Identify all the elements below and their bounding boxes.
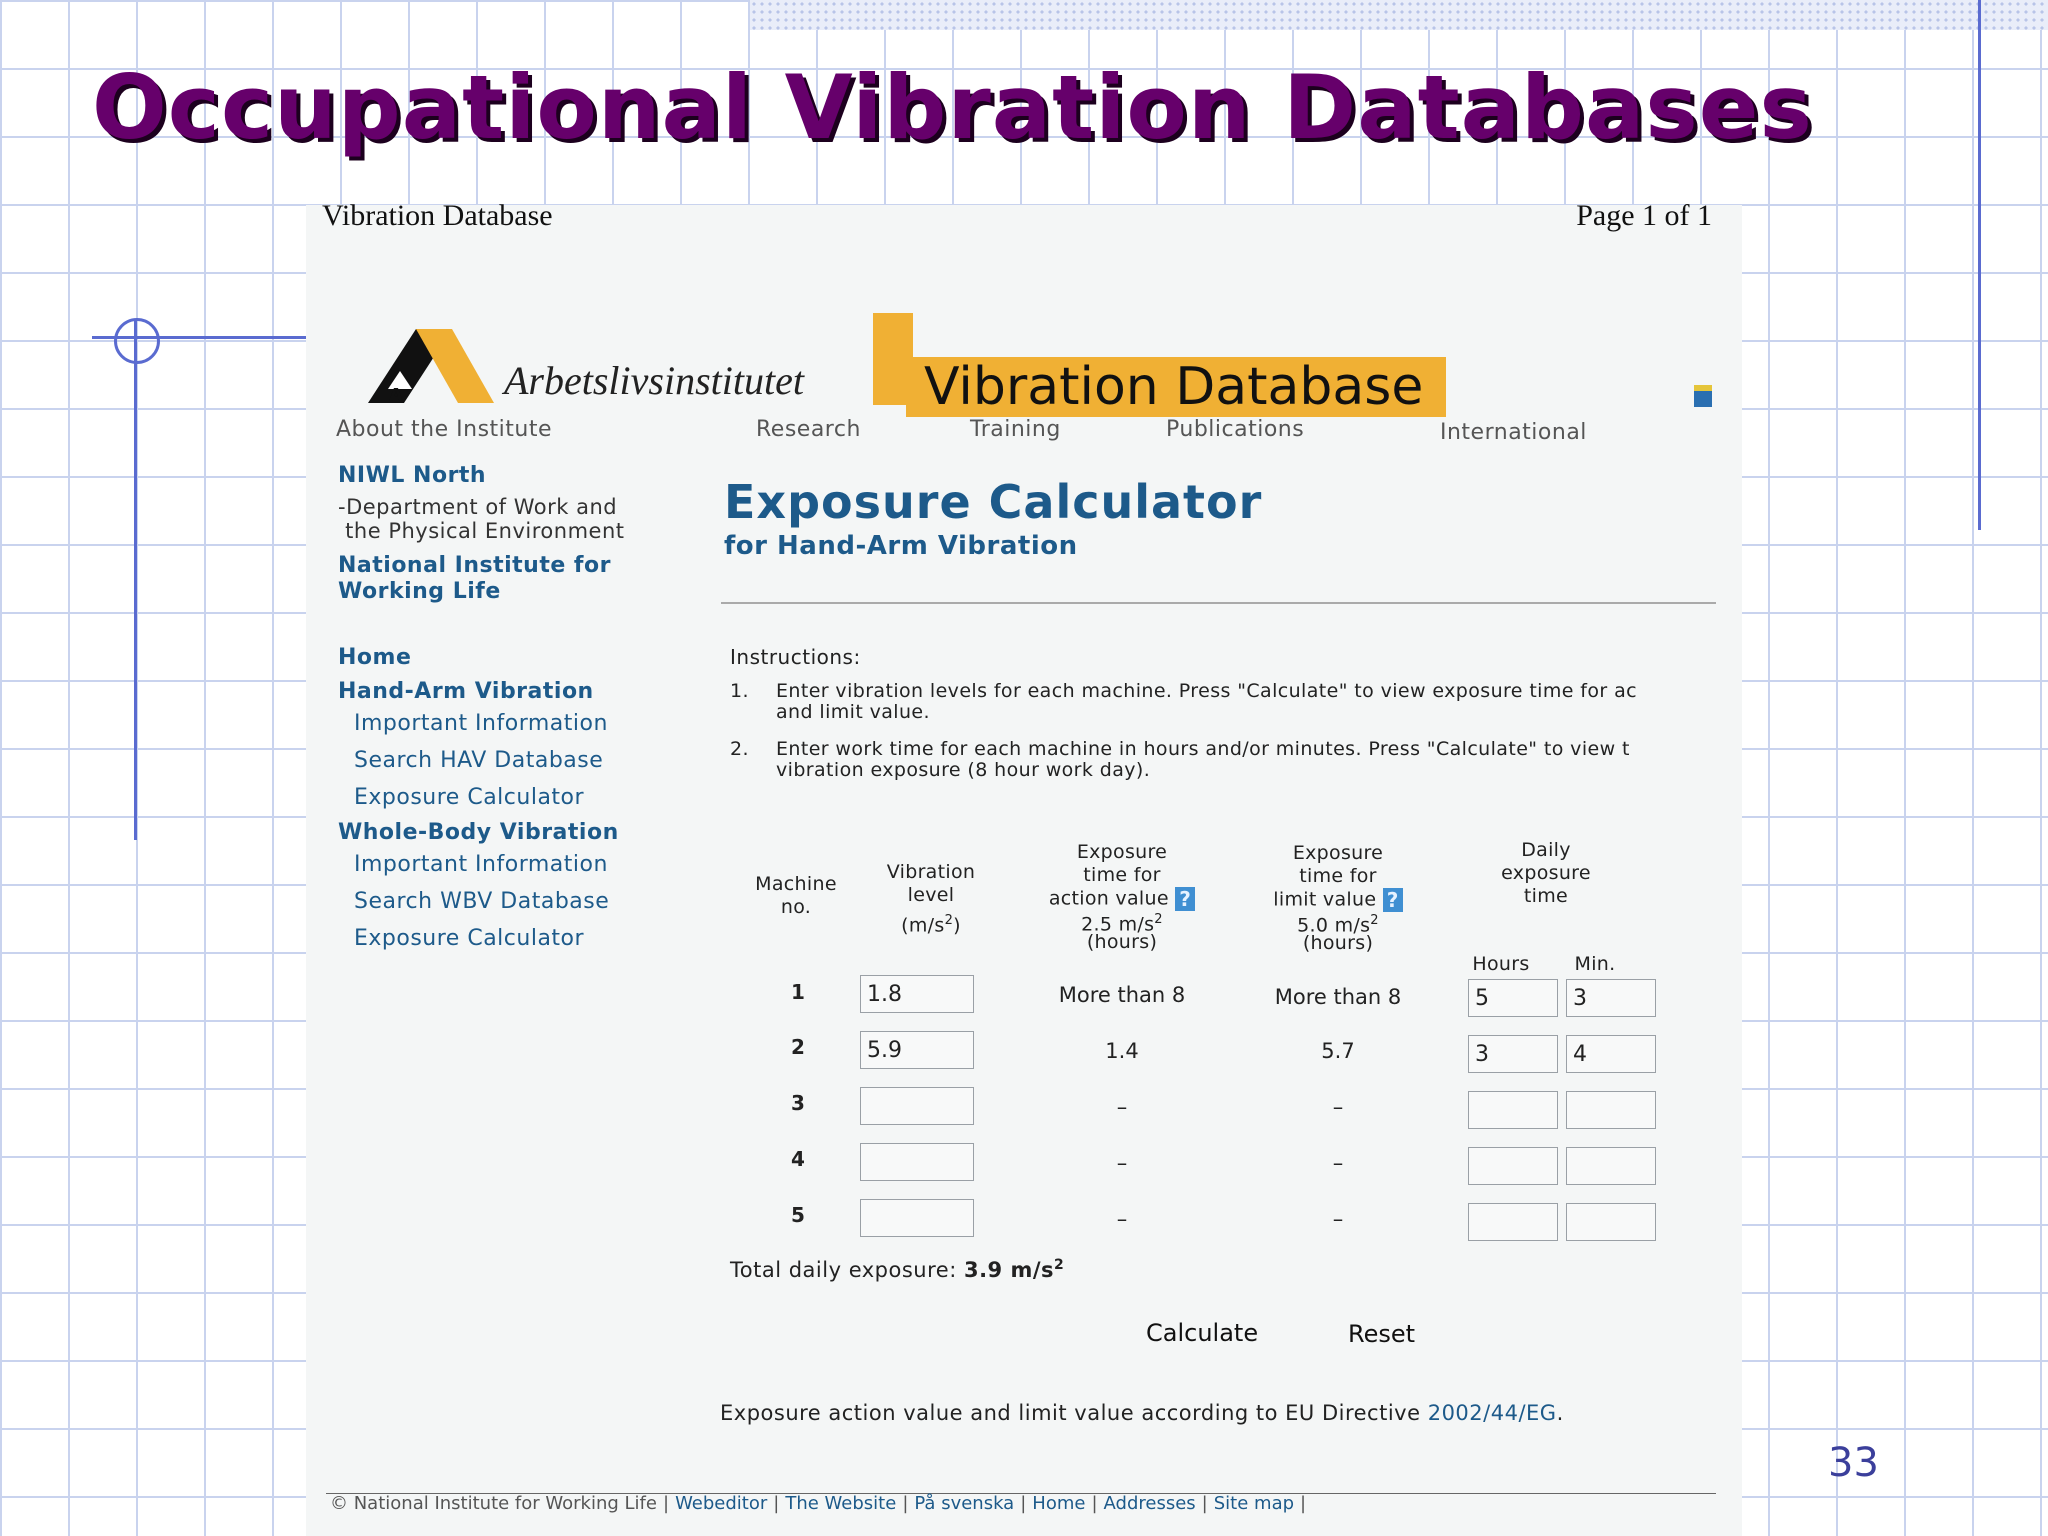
minutes-input-4[interactable] [1566,1147,1656,1185]
hours-input-1[interactable] [1468,979,1558,1017]
minutes-input-2[interactable] [1566,1035,1656,1073]
row-5-number: 5 [791,1203,805,1227]
footer-link-webeditor[interactable]: Webeditor [675,1493,768,1514]
nav-research[interactable]: Research [756,417,861,442]
reset-button[interactable]: Reset [1348,1320,1416,1348]
sidebar-home[interactable]: Home [338,645,412,670]
slide-title: Occupational Vibration Databases [92,56,1813,159]
header-vibration: Vibration level $(m/s^2)$ [886,861,976,937]
row-2-number: 2 [791,1035,805,1059]
arbetslivsinstitutet-logo-icon [358,325,498,405]
hours-input-5[interactable] [1468,1203,1558,1241]
row-4-number: 4 [791,1147,805,1171]
instruction-2-line2: vibration exposure (8 hour work day). [776,759,1151,781]
slide-number: 33 [1828,1440,1879,1486]
instruction-1-num: 1. [730,681,749,702]
sidebar-institute[interactable]: National Institute for [338,553,611,578]
footer: © National Institute for Working Life | Webeditor | The Website | På svenska | Home | Addresses | Site map | [330,1493,1307,1514]
sidebar-wbv-search[interactable]: Search WBV Database [354,889,610,914]
header-action-time: Exposure time for action value ? 2.5 $m/s^2$ (hours) [1022,841,1222,951]
sidebar-hav-search[interactable]: Search HAV Database [354,748,604,773]
hours-input-2[interactable] [1468,1035,1558,1073]
print-header-page: Page 1 of 1 [1576,199,1712,232]
screenshot-document [306,199,1742,1536]
title-divider [721,602,1716,604]
header-min: Min. [1574,953,1616,975]
instruction-1-line1: Enter vibration levels for each machine. Press "Calculate" to view exposure time for ac [776,681,1637,702]
logo-text: Arbetslivsinstitutet [504,358,804,403]
footer-link-addresses[interactable]: Addresses [1103,1493,1196,1514]
header-limit-time: Exposure time for limit value ? 5.0 $m/s^2$ (hours) [1238,842,1438,952]
footer-link-sitemap[interactable]: Site map [1213,1493,1295,1514]
print-header [322,199,1712,233]
nav-about[interactable]: About the Institute [336,417,552,442]
directive-link[interactable]: 2002/44/EG [1427,1401,1557,1425]
instruction-1 [730,681,1720,727]
hours-input-3[interactable] [1468,1091,1558,1129]
total-label: Total daily exposure: [730,1258,964,1282]
dotted-top-band [750,0,2048,30]
help-question-icon[interactable]: ? [1175,887,1195,911]
footer-link-website[interactable]: The Website [785,1493,897,1514]
vibration-level-input-1[interactable] [860,975,974,1013]
print-header-title: Vibration Database [322,199,553,232]
sidebar-hav[interactable]: Hand-Arm Vibration [338,679,594,704]
page-subtitle: for Hand-Arm Vibration [724,531,1078,561]
row-3-number: 3 [791,1091,805,1115]
row-3-limit-time: – [1332,1095,1344,1119]
header-machine: Machine no. [755,873,837,918]
row-2-action-time: 1.4 [1105,1039,1139,1063]
vibration-level-input-5[interactable] [860,1199,974,1237]
nav-international[interactable]: International [1440,420,1587,445]
sidebar-wbv-calculator[interactable]: Exposure Calculator [354,926,585,951]
sidebar-hav-important[interactable]: Important Information [354,711,608,736]
sidebar-hav-calculator[interactable]: Exposure Calculator [354,785,585,810]
instruction-2-line1: Enter work time for each machine in hours and/or minutes. Press "Calculate" to view t [776,739,1630,760]
row-3-action-time: – [1116,1095,1128,1119]
minutes-input-5[interactable] [1566,1203,1656,1241]
sidebar-niwl-north[interactable]: NIWL North [338,463,487,488]
header-daily-exposure: Daily exposure time [1501,839,1591,907]
header-hours: Hours [1472,953,1530,975]
sidebar-department: -Department of Work and [338,495,618,519]
instructions-label: Instructions: [730,645,861,669]
sidebar-wbv[interactable]: Whole-Body Vibration [338,820,619,845]
instruction-1-line2: and limit value. [776,701,930,723]
row-2-limit-time: 5.7 [1321,1039,1355,1063]
row-1-action-time: More than 8 [1058,983,1186,1007]
row-4-action-time: – [1116,1151,1128,1175]
directive-note: Exposure action value and limit value according to EU Directive 2002/44/EG. [720,1401,1564,1425]
row-5-limit-time: – [1332,1207,1344,1231]
vibration-database-banner: Vibration Database [906,357,1446,417]
decor-line-right [1978,0,1981,530]
row-1-limit-time: More than 8 [1274,985,1402,1009]
instruction-2 [730,739,1720,785]
nav-training[interactable]: Training [970,417,1061,442]
sidebar-institute-2[interactable]: Working Life [338,579,501,604]
decor-line-left [134,320,137,840]
decor-circle [114,318,160,364]
page-title: Exposure Calculator [724,475,1263,529]
calculate-button[interactable]: Calculate [1146,1319,1259,1347]
instruction-2-num: 2. [730,739,749,760]
row-1-number: 1 [791,980,805,1004]
minutes-input-3[interactable] [1566,1091,1656,1129]
nav-publications[interactable]: Publications [1166,417,1305,442]
sidebar-department-2: the Physical Environment [338,519,625,543]
footer-link-home[interactable]: Home [1032,1493,1086,1514]
help-question-icon[interactable]: ? [1383,888,1403,912]
vibration-level-input-3[interactable] [860,1087,974,1125]
sidebar-wbv-important[interactable]: Important Information [354,852,608,877]
footer-copyright: © National Institute for Working Life [330,1493,657,1514]
hours-input-4[interactable] [1468,1147,1558,1185]
svg-text:A: A [389,385,403,405]
sidebar [338,463,668,957]
footer-link-svenska[interactable]: På svenska [914,1493,1015,1514]
total-value: 3.9 $m/s^2$ [963,1257,1065,1282]
row-5-action-time: – [1116,1207,1128,1231]
total-daily-exposure [730,1257,1064,1282]
vibration-level-input-4[interactable] [860,1143,974,1181]
minutes-input-1[interactable] [1566,979,1656,1017]
eu-flag-icon[interactable] [1694,385,1712,407]
vibration-level-input-2[interactable] [860,1031,974,1069]
row-4-limit-time: – [1332,1151,1344,1175]
